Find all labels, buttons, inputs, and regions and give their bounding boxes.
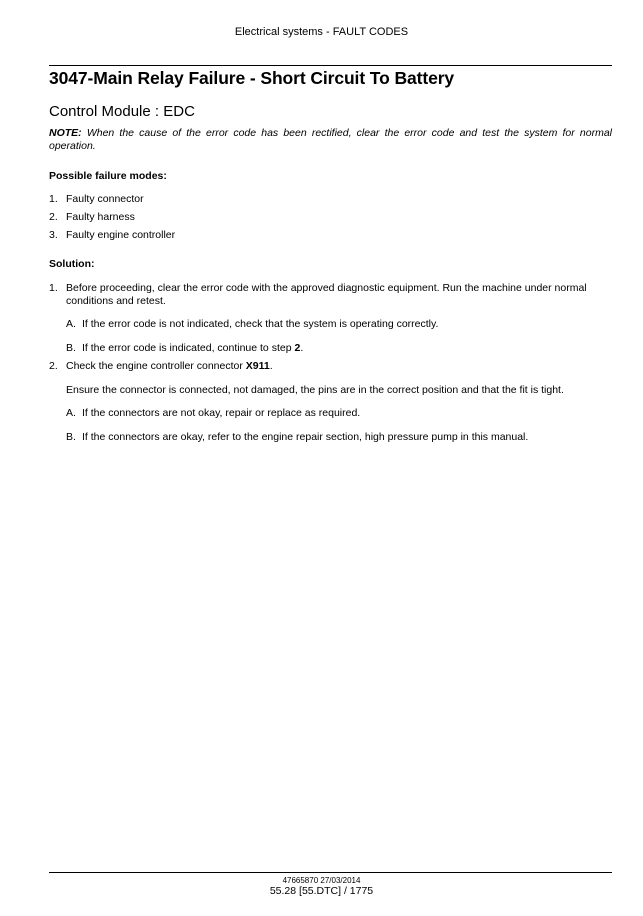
option-label: B. — [66, 342, 76, 354]
page-number: 55.28 [55.DTC] / 1775 — [269, 885, 374, 897]
list-number: 2. — [49, 360, 58, 372]
option-text: If the connectors are not okay, repair or replace as required. — [82, 407, 361, 419]
solution-heading: Solution: — [49, 258, 95, 270]
option-label: A. — [66, 318, 76, 330]
list-text: Faulty connector — [66, 193, 144, 205]
list-number: 2. — [49, 211, 58, 223]
step-text-post: . — [269, 360, 273, 372]
option-text-pre: If the error code is indicated, continue to step — [82, 342, 295, 354]
note-block — [49, 127, 612, 153]
failure-modes-heading: Possible failure modes: — [49, 170, 167, 182]
option-text — [82, 342, 303, 354]
control-module-heading — [49, 103, 195, 120]
footer-divider — [49, 872, 612, 873]
step-text — [66, 360, 612, 373]
note-label: NOTE: — [49, 127, 82, 139]
step-text: Before proceeding, clear the error code with the approved diagnostic equipment. Run the machine under normal conditions and retest. — [66, 282, 587, 307]
step-reference: 2 — [294, 342, 301, 354]
step-2-detail: Ensure the connector is connected, not damaged, the pins are in the correct position and that the fit is tight. — [66, 384, 564, 396]
option-text: If the connectors are okay, refer to the engine repair section, high pressure pump in this manual. — [82, 431, 529, 443]
option-text-post: . — [300, 342, 304, 354]
running-header: Electrical systems - FAULT CODES — [234, 26, 409, 38]
option-text: If the error code is not indicated, check that the system is operating correctly. — [82, 318, 439, 330]
list-text: Faulty engine controller — [66, 229, 176, 241]
option-label: B. — [66, 431, 76, 443]
control-module-value: EDC — [163, 103, 195, 120]
header-divider — [49, 65, 612, 66]
control-module-label: Control Module : — [49, 103, 160, 120]
list-number: 1. — [49, 282, 58, 294]
list-number: 1. — [49, 193, 58, 205]
option-label: A. — [66, 407, 76, 419]
step-text-pre: Check the engine controller connector — [66, 360, 246, 372]
connector-code: X911 — [245, 360, 270, 372]
list-number: 3. — [49, 229, 58, 241]
page-title: 3047-Main Relay Failure - Short Circuit To Battery — [49, 68, 455, 88]
list-text: Faulty harness — [66, 211, 135, 223]
note-text: When the cause of the error code has been rectified, clear the error code and test the system for normal operation. — [49, 127, 612, 152]
document-id: 47665870 27/03/2014 — [282, 876, 361, 885]
